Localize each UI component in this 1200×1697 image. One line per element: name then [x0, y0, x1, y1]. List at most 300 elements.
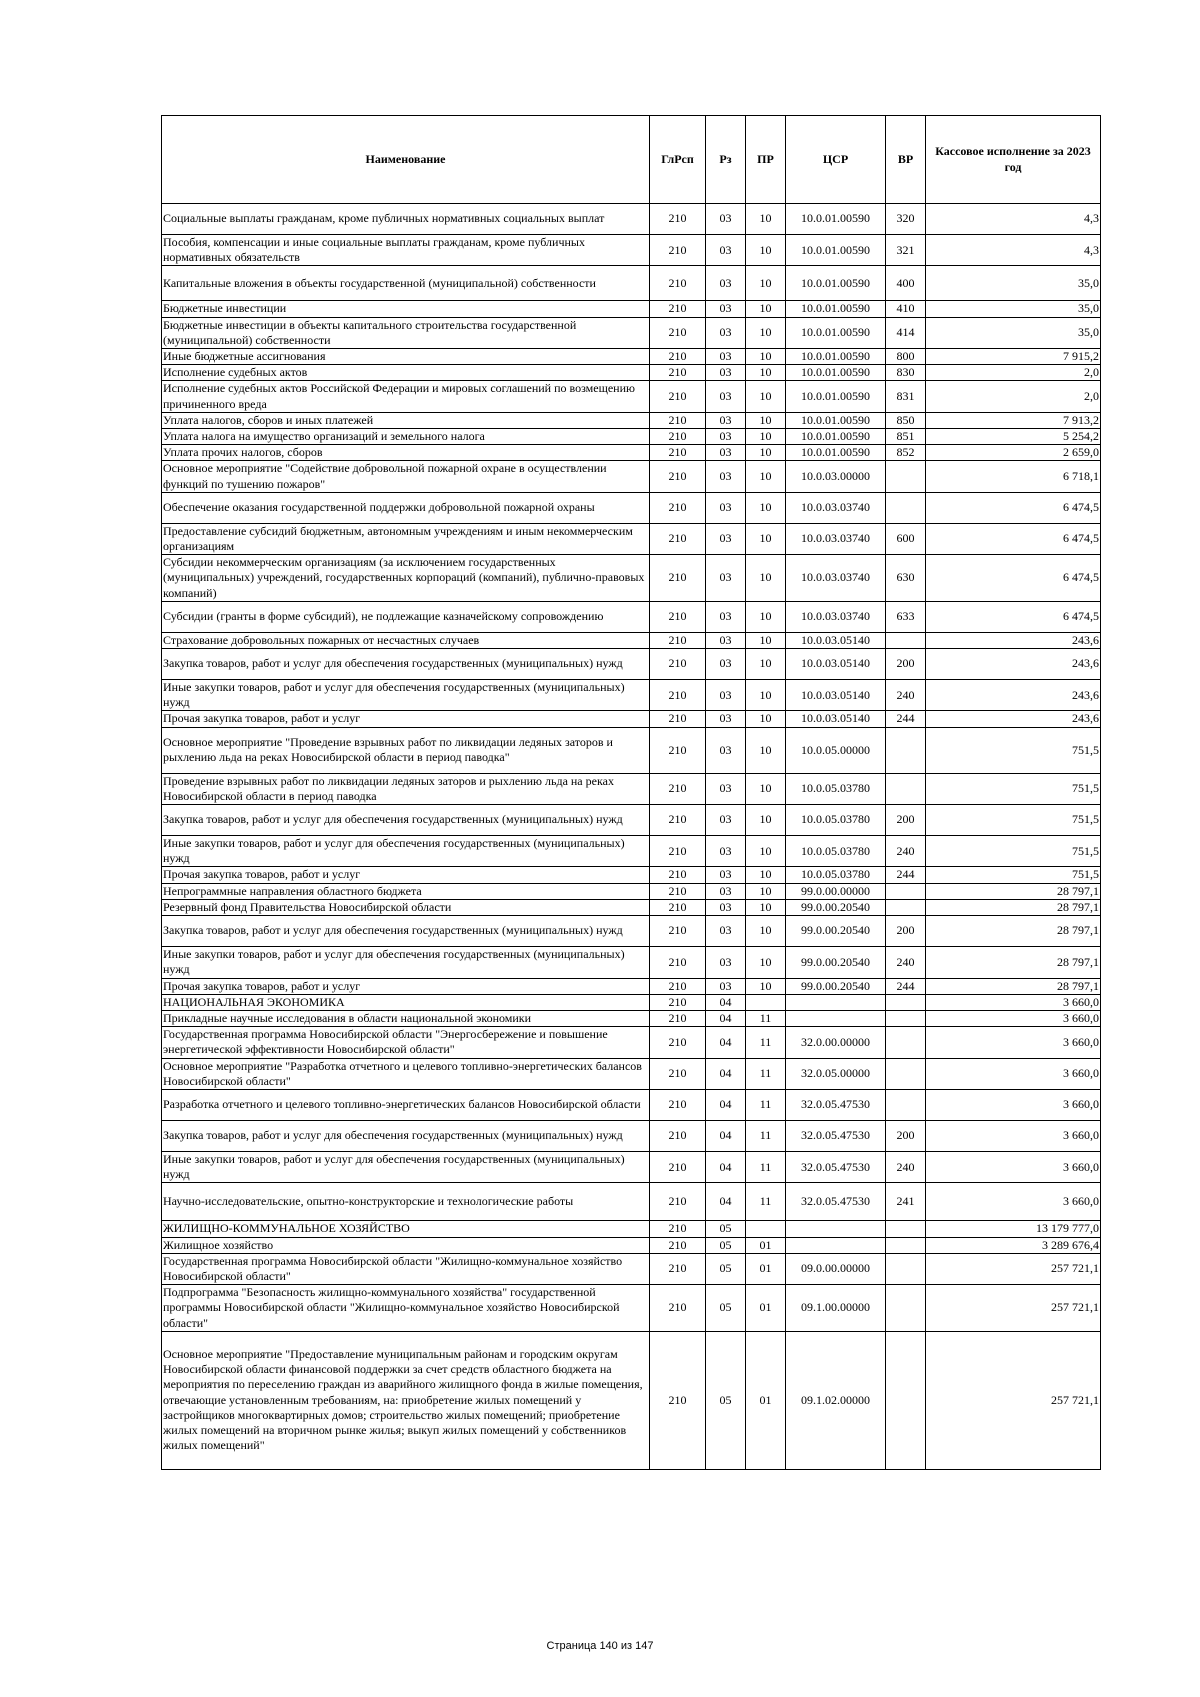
- cell-pr: 10: [746, 492, 786, 523]
- cell-pr: 10: [746, 805, 786, 836]
- cell-rz: 03: [706, 523, 746, 554]
- cell-name: Субсидии (гранты в форме субсидий), не подлежащие казначейскому сопровождению: [162, 601, 650, 632]
- cell-csr: 10.0.05.03780: [786, 867, 886, 883]
- cell-glrsp: 210: [650, 1089, 706, 1120]
- cell-name: НАЦИОНАЛЬНАЯ ЭКОНОМИКА: [162, 994, 650, 1010]
- cell-pr: 10: [746, 349, 786, 365]
- cell-rz: 03: [706, 317, 746, 348]
- cell-name: Страхование добровольных пожарных от несчастных случаев: [162, 632, 650, 648]
- table-row: [162, 1089, 1101, 1120]
- cell-glrsp: 210: [650, 461, 706, 492]
- cell-pr: 10: [746, 867, 786, 883]
- cell-name: Непрограммные направления областного бюджета: [162, 883, 650, 899]
- cell-rz: 04: [706, 1183, 746, 1221]
- table-row: [162, 883, 1101, 899]
- cell-csr: 10.0.01.00590: [786, 301, 886, 317]
- cell-vr: 321: [886, 235, 926, 266]
- cell-sum: 2 659,0: [926, 445, 1101, 461]
- table-row: [162, 1221, 1101, 1237]
- cell-glrsp: 210: [650, 978, 706, 994]
- cell-glrsp: 210: [650, 601, 706, 632]
- cell-glrsp: 210: [650, 632, 706, 648]
- cell-vr: [886, 1027, 926, 1058]
- cell-vr: 400: [886, 266, 926, 301]
- cell-csr: 10.0.03.05140: [786, 711, 886, 727]
- cell-name: Основное мероприятие "Предоставление муниципальным районам и городским округам Новосибирской области финансовой поддержки за счет средств областного бюджета на мероприятия по переселению граждан из аварийного жилищного фонда в жилые помещения, отвечающие установленным требованиям, на: приобретение жилых помещений у застройщиков многоквартирных домов; строительство жилых помещений; приобретение жилых помещений на вторичном рынке жилья; выкуп жилых помещений у собственников жилых помещений": [162, 1331, 650, 1469]
- table-row: [162, 445, 1101, 461]
- cell-sum: 35,0: [926, 317, 1101, 348]
- cell-pr: 10: [746, 680, 786, 711]
- header-csr: ЦСР: [786, 116, 886, 204]
- cell-pr: 10: [746, 365, 786, 381]
- cell-rz: 03: [706, 445, 746, 461]
- cell-sum: 3 660,0: [926, 1151, 1101, 1182]
- cell-sum: 4,3: [926, 235, 1101, 266]
- cell-name: Иные закупки товаров, работ и услуг для обеспечения государственных (муниципальных) нужд: [162, 836, 650, 867]
- cell-sum: 28 797,1: [926, 883, 1101, 899]
- cell-csr: 32.0.00.00000: [786, 1027, 886, 1058]
- cell-vr: [886, 1089, 926, 1120]
- cell-glrsp: 210: [650, 235, 706, 266]
- cell-vr: 414: [886, 317, 926, 348]
- cell-name: Основное мероприятие "Содействие добровольной пожарной охране в осуществлении функций по тушению пожаров": [162, 461, 650, 492]
- cell-pr: 10: [746, 412, 786, 428]
- cell-glrsp: 210: [650, 555, 706, 602]
- cell-pr: 11: [746, 1058, 786, 1089]
- table-row: [162, 1151, 1101, 1182]
- cell-sum: 35,0: [926, 301, 1101, 317]
- cell-pr: 10: [746, 773, 786, 804]
- cell-name: Жилищное хозяйство: [162, 1237, 650, 1253]
- cell-name: Прочая закупка товаров, работ и услуг: [162, 978, 650, 994]
- cell-name: Основное мероприятие "Проведение взрывных работ по ликвидации ледяных заторов и рыхлению льда на реках Новосибирской области в период паводка": [162, 727, 650, 773]
- table-row: [162, 1183, 1101, 1221]
- cell-rz: 03: [706, 805, 746, 836]
- cell-glrsp: 210: [650, 1221, 706, 1237]
- cell-csr: 32.0.05.47530: [786, 1120, 886, 1151]
- cell-sum: 6 474,5: [926, 555, 1101, 602]
- cell-name: Уплата налога на имущество организаций и земельного налога: [162, 429, 650, 445]
- cell-glrsp: 210: [650, 1237, 706, 1253]
- cell-pr: 10: [746, 916, 786, 947]
- cell-glrsp: 210: [650, 429, 706, 445]
- cell-csr: 10.0.05.00000: [786, 727, 886, 773]
- cell-glrsp: 210: [650, 301, 706, 317]
- cell-vr: [886, 1253, 926, 1284]
- cell-glrsp: 210: [650, 1285, 706, 1332]
- table-row: [162, 994, 1101, 1010]
- cell-rz: 05: [706, 1331, 746, 1469]
- cell-csr: 10.0.01.00590: [786, 204, 886, 235]
- cell-rz: 04: [706, 1027, 746, 1058]
- cell-csr: 99.0.00.20540: [786, 978, 886, 994]
- cell-pr: 10: [746, 429, 786, 445]
- table-row: [162, 867, 1101, 883]
- cell-csr: 10.0.05.03780: [786, 805, 886, 836]
- cell-pr: 10: [746, 649, 786, 680]
- cell-glrsp: 210: [650, 1253, 706, 1284]
- cell-name: Пособия, компенсации и иные социальные выплаты гражданам, кроме публичных нормативных обязательств: [162, 235, 650, 266]
- cell-sum: 243,6: [926, 680, 1101, 711]
- cell-sum: 2,0: [926, 365, 1101, 381]
- cell-vr: 240: [886, 680, 926, 711]
- cell-csr: 10.0.03.05140: [786, 632, 886, 648]
- cell-csr: 10.0.01.00590: [786, 412, 886, 428]
- cell-rz: 03: [706, 601, 746, 632]
- cell-glrsp: 210: [650, 947, 706, 978]
- cell-pr: 11: [746, 1089, 786, 1120]
- cell-csr: 09.0.00.00000: [786, 1253, 886, 1284]
- cell-pr: 11: [746, 1151, 786, 1182]
- table-row: [162, 429, 1101, 445]
- cell-name: Социальные выплаты гражданам, кроме публичных нормативных социальных выплат: [162, 204, 650, 235]
- table-row: [162, 805, 1101, 836]
- cell-name: Разработка отчетного и целевого топливно-энергетических балансов Новосибирской области: [162, 1089, 650, 1120]
- cell-sum: 751,5: [926, 805, 1101, 836]
- cell-sum: 243,6: [926, 632, 1101, 648]
- cell-vr: 851: [886, 429, 926, 445]
- cell-rz: 03: [706, 235, 746, 266]
- cell-sum: 28 797,1: [926, 947, 1101, 978]
- cell-vr: [886, 632, 926, 648]
- cell-rz: 03: [706, 429, 746, 445]
- table-row: [162, 727, 1101, 773]
- cell-pr: 01: [746, 1237, 786, 1253]
- cell-vr: [886, 461, 926, 492]
- cell-name: Закупка товаров, работ и услуг для обеспечения государственных (муниципальных) нужд: [162, 649, 650, 680]
- cell-csr: [786, 1010, 886, 1026]
- cell-pr: 10: [746, 711, 786, 727]
- cell-pr: 01: [746, 1253, 786, 1284]
- cell-rz: 03: [706, 301, 746, 317]
- cell-pr: 10: [746, 836, 786, 867]
- cell-vr: [886, 492, 926, 523]
- cell-name: Прикладные научные исследования в области национальной экономики: [162, 1010, 650, 1026]
- cell-pr: [746, 994, 786, 1010]
- cell-sum: 4,3: [926, 204, 1101, 235]
- cell-glrsp: 210: [650, 916, 706, 947]
- cell-sum: 28 797,1: [926, 978, 1101, 994]
- cell-vr: 200: [886, 649, 926, 680]
- cell-vr: 244: [886, 711, 926, 727]
- cell-glrsp: 210: [650, 727, 706, 773]
- cell-name: Государственная программа Новосибирской области "Энергосбережение и повышение энергетической эффективности Новосибирской области": [162, 1027, 650, 1058]
- table-row: [162, 317, 1101, 348]
- cell-rz: 03: [706, 916, 746, 947]
- cell-csr: 10.0.03.05140: [786, 680, 886, 711]
- cell-csr: [786, 1237, 886, 1253]
- cell-glrsp: 210: [650, 994, 706, 1010]
- cell-rz: 03: [706, 836, 746, 867]
- table-row: [162, 836, 1101, 867]
- cell-name: Бюджетные инвестиции в объекты капитального строительства государственной (муниципальной) собственности: [162, 317, 650, 348]
- table-row: [162, 365, 1101, 381]
- cell-name: Основное мероприятие "Разработка отчетного и целевого топливно-энергетических балансов Новосибирской области": [162, 1058, 650, 1089]
- cell-glrsp: 210: [650, 680, 706, 711]
- cell-name: Иные закупки товаров, работ и услуг для обеспечения государственных (муниципальных) нужд: [162, 947, 650, 978]
- cell-rz: 03: [706, 711, 746, 727]
- cell-csr: [786, 994, 886, 1010]
- cell-csr: 10.0.03.03740: [786, 492, 886, 523]
- cell-vr: 200: [886, 916, 926, 947]
- table-row: [162, 492, 1101, 523]
- cell-sum: 3 660,0: [926, 1183, 1101, 1221]
- table-row: [162, 523, 1101, 554]
- table-row: [162, 1120, 1101, 1151]
- page-number: Страница 140 из 147: [546, 1640, 654, 1652]
- cell-csr: 10.0.01.00590: [786, 365, 886, 381]
- cell-pr: 10: [746, 899, 786, 915]
- cell-csr: 10.0.03.00000: [786, 461, 886, 492]
- table-row: [162, 632, 1101, 648]
- table-row: [162, 1253, 1101, 1284]
- cell-sum: 243,6: [926, 649, 1101, 680]
- cell-vr: 244: [886, 978, 926, 994]
- cell-pr: 11: [746, 1183, 786, 1221]
- table-row: [162, 1010, 1101, 1026]
- cell-vr: 200: [886, 1120, 926, 1151]
- cell-name: Прочая закупка товаров, работ и услуг: [162, 867, 650, 883]
- cell-csr: 99.0.00.20540: [786, 947, 886, 978]
- cell-sum: 28 797,1: [926, 916, 1101, 947]
- cell-rz: 03: [706, 381, 746, 412]
- cell-rz: 03: [706, 773, 746, 804]
- cell-pr: 10: [746, 523, 786, 554]
- cell-glrsp: 210: [650, 523, 706, 554]
- cell-sum: 3 660,0: [926, 994, 1101, 1010]
- cell-rz: 04: [706, 1089, 746, 1120]
- cell-pr: 10: [746, 445, 786, 461]
- cell-name: Уплата налогов, сборов и иных платежей: [162, 412, 650, 428]
- cell-vr: [886, 727, 926, 773]
- table-row: [162, 680, 1101, 711]
- cell-sum: 6 474,5: [926, 601, 1101, 632]
- cell-vr: 633: [886, 601, 926, 632]
- cell-vr: [886, 1058, 926, 1089]
- cell-glrsp: 210: [650, 883, 706, 899]
- table-row: [162, 461, 1101, 492]
- cell-sum: 2,0: [926, 381, 1101, 412]
- cell-csr: 10.0.03.05140: [786, 649, 886, 680]
- cell-csr: 32.0.05.47530: [786, 1183, 886, 1221]
- cell-pr: 11: [746, 1010, 786, 1026]
- cell-vr: 800: [886, 349, 926, 365]
- cell-csr: 10.0.01.00590: [786, 317, 886, 348]
- cell-name: Бюджетные инвестиции: [162, 301, 650, 317]
- table-row: [162, 601, 1101, 632]
- cell-vr: 830: [886, 365, 926, 381]
- cell-glrsp: 210: [650, 805, 706, 836]
- cell-csr: 10.0.01.00590: [786, 349, 886, 365]
- cell-sum: 243,6: [926, 711, 1101, 727]
- cell-vr: [886, 1010, 926, 1026]
- cell-csr: 10.0.01.00590: [786, 235, 886, 266]
- cell-vr: [886, 1285, 926, 1332]
- cell-vr: 241: [886, 1183, 926, 1221]
- table-row: [162, 235, 1101, 266]
- table-row: [162, 1331, 1101, 1469]
- cell-rz: 03: [706, 680, 746, 711]
- cell-sum: 751,5: [926, 727, 1101, 773]
- header-name: Наименование: [162, 116, 650, 204]
- cell-pr: 10: [746, 978, 786, 994]
- cell-vr: [886, 883, 926, 899]
- cell-vr: 852: [886, 445, 926, 461]
- cell-sum: 7 915,2: [926, 349, 1101, 365]
- cell-vr: 244: [886, 867, 926, 883]
- cell-name: Предоставление субсидий бюджетным, автономным учреждениям и иным некоммерческим организациям: [162, 523, 650, 554]
- cell-pr: 11: [746, 1027, 786, 1058]
- cell-sum: 28 797,1: [926, 899, 1101, 915]
- header-glrsp: ГлРсп: [650, 116, 706, 204]
- cell-name: Подпрограмма "Безопасность жилищно-коммунального хозяйства" государственной программы Новосибирской области "Жилищно-коммунальное хозяйство Новосибирской области": [162, 1285, 650, 1332]
- cell-vr: [886, 1237, 926, 1253]
- cell-rz: 05: [706, 1285, 746, 1332]
- cell-rz: 03: [706, 412, 746, 428]
- cell-pr: 10: [746, 301, 786, 317]
- cell-vr: [886, 773, 926, 804]
- cell-sum: 257 721,1: [926, 1331, 1101, 1469]
- cell-name: Иные бюджетные ассигнования: [162, 349, 650, 365]
- cell-glrsp: 210: [650, 899, 706, 915]
- cell-name: Проведение взрывных работ по ликвидации ледяных заторов и рыхлению льда на реках Новосибирской области в период паводка: [162, 773, 650, 804]
- cell-name: Исполнение судебных актов: [162, 365, 650, 381]
- cell-rz: 03: [706, 899, 746, 915]
- cell-csr: 09.1.00.00000: [786, 1285, 886, 1332]
- cell-csr: 99.0.00.00000: [786, 883, 886, 899]
- cell-glrsp: 210: [650, 836, 706, 867]
- cell-csr: [786, 1221, 886, 1237]
- cell-glrsp: 210: [650, 349, 706, 365]
- table-row: [162, 266, 1101, 301]
- cell-vr: 630: [886, 555, 926, 602]
- cell-name: Субсидии некоммерческим организациям (за исключением государственных (муниципальных) учреждений, государственных корпораций (компаний), публично-правовых компаний): [162, 555, 650, 602]
- cell-sum: 35,0: [926, 266, 1101, 301]
- cell-rz: 03: [706, 727, 746, 773]
- cell-rz: 03: [706, 266, 746, 301]
- cell-glrsp: 210: [650, 445, 706, 461]
- cell-rz: 05: [706, 1237, 746, 1253]
- table-row: [162, 204, 1101, 235]
- cell-sum: 751,5: [926, 773, 1101, 804]
- cell-csr: 10.0.05.03780: [786, 836, 886, 867]
- cell-rz: 04: [706, 1151, 746, 1182]
- cell-glrsp: 210: [650, 1151, 706, 1182]
- cell-rz: 04: [706, 1010, 746, 1026]
- cell-sum: 6 474,5: [926, 492, 1101, 523]
- table-row: [162, 899, 1101, 915]
- cell-vr: 240: [886, 1151, 926, 1182]
- cell-pr: 10: [746, 266, 786, 301]
- cell-rz: 03: [706, 883, 746, 899]
- cell-rz: 05: [706, 1253, 746, 1284]
- cell-rz: 03: [706, 492, 746, 523]
- cell-glrsp: 210: [650, 381, 706, 412]
- cell-csr: 10.0.01.00590: [786, 266, 886, 301]
- cell-csr: 32.0.05.00000: [786, 1058, 886, 1089]
- cell-csr: 10.0.01.00590: [786, 445, 886, 461]
- table-row: [162, 773, 1101, 804]
- cell-csr: 32.0.05.47530: [786, 1151, 886, 1182]
- table-row: [162, 947, 1101, 978]
- cell-sum: 6 474,5: [926, 523, 1101, 554]
- cell-vr: 320: [886, 204, 926, 235]
- table-row: [162, 1058, 1101, 1089]
- cell-sum: 5 254,2: [926, 429, 1101, 445]
- cell-pr: 10: [746, 317, 786, 348]
- cell-sum: 13 179 777,0: [926, 1221, 1101, 1237]
- cell-rz: 05: [706, 1221, 746, 1237]
- cell-csr: 10.0.01.00590: [786, 381, 886, 412]
- cell-vr: 240: [886, 836, 926, 867]
- cell-name: Научно-исследовательские, опытно-конструкторские и технологические работы: [162, 1183, 650, 1221]
- cell-pr: 10: [746, 204, 786, 235]
- cell-pr: 10: [746, 883, 786, 899]
- table-row: [162, 349, 1101, 365]
- cell-pr: 11: [746, 1120, 786, 1151]
- header-sum: Кассовое исполнение за 2023 год: [926, 116, 1101, 204]
- cell-glrsp: 210: [650, 649, 706, 680]
- cell-sum: 257 721,1: [926, 1253, 1101, 1284]
- cell-pr: 10: [746, 947, 786, 978]
- cell-csr: 32.0.05.47530: [786, 1089, 886, 1120]
- cell-glrsp: 210: [650, 204, 706, 235]
- table-row: [162, 1237, 1101, 1253]
- cell-name: Капитальные вложения в объекты государственной (муниципальной) собственности: [162, 266, 650, 301]
- cell-csr: 10.0.05.03780: [786, 773, 886, 804]
- cell-glrsp: 210: [650, 711, 706, 727]
- cell-sum: 3 660,0: [926, 1010, 1101, 1026]
- cell-glrsp: 210: [650, 867, 706, 883]
- cell-rz: 04: [706, 1120, 746, 1151]
- cell-pr: 01: [746, 1331, 786, 1469]
- cell-name: Закупка товаров, работ и услуг для обеспечения государственных (муниципальных) нужд: [162, 916, 650, 947]
- cell-vr: 240: [886, 947, 926, 978]
- cell-glrsp: 210: [650, 317, 706, 348]
- cell-rz: 03: [706, 365, 746, 381]
- cell-pr: 10: [746, 461, 786, 492]
- cell-pr: 10: [746, 632, 786, 648]
- cell-vr: 600: [886, 523, 926, 554]
- cell-rz: 03: [706, 978, 746, 994]
- table-row: [162, 978, 1101, 994]
- cell-glrsp: 210: [650, 1183, 706, 1221]
- cell-glrsp: 210: [650, 492, 706, 523]
- cell-sum: 751,5: [926, 867, 1101, 883]
- cell-sum: 3 660,0: [926, 1089, 1101, 1120]
- cell-sum: 6 718,1: [926, 461, 1101, 492]
- cell-pr: 10: [746, 381, 786, 412]
- table-row: [162, 1027, 1101, 1058]
- cell-rz: 03: [706, 349, 746, 365]
- cell-glrsp: 210: [650, 1058, 706, 1089]
- cell-pr: 10: [746, 555, 786, 602]
- cell-csr: 99.0.00.20540: [786, 899, 886, 915]
- cell-name: Резервный фонд Правительства Новосибирской области: [162, 899, 650, 915]
- cell-name: Государственная программа Новосибирской области "Жилищно-коммунальное хозяйство Новосибирской области": [162, 1253, 650, 1284]
- cell-sum: 257 721,1: [926, 1285, 1101, 1332]
- table-body: [162, 204, 1101, 1470]
- budget-table: [161, 115, 1101, 1470]
- cell-rz: 03: [706, 867, 746, 883]
- cell-name: Иные закупки товаров, работ и услуг для обеспечения государственных (муниципальных) нужд: [162, 680, 650, 711]
- cell-rz: 03: [706, 632, 746, 648]
- header-vr: ВР: [886, 116, 926, 204]
- cell-name: Закупка товаров, работ и услуг для обеспечения государственных (муниципальных) нужд: [162, 1120, 650, 1151]
- cell-csr: 99.0.00.20540: [786, 916, 886, 947]
- cell-pr: 10: [746, 235, 786, 266]
- header-rz: Рз: [706, 116, 746, 204]
